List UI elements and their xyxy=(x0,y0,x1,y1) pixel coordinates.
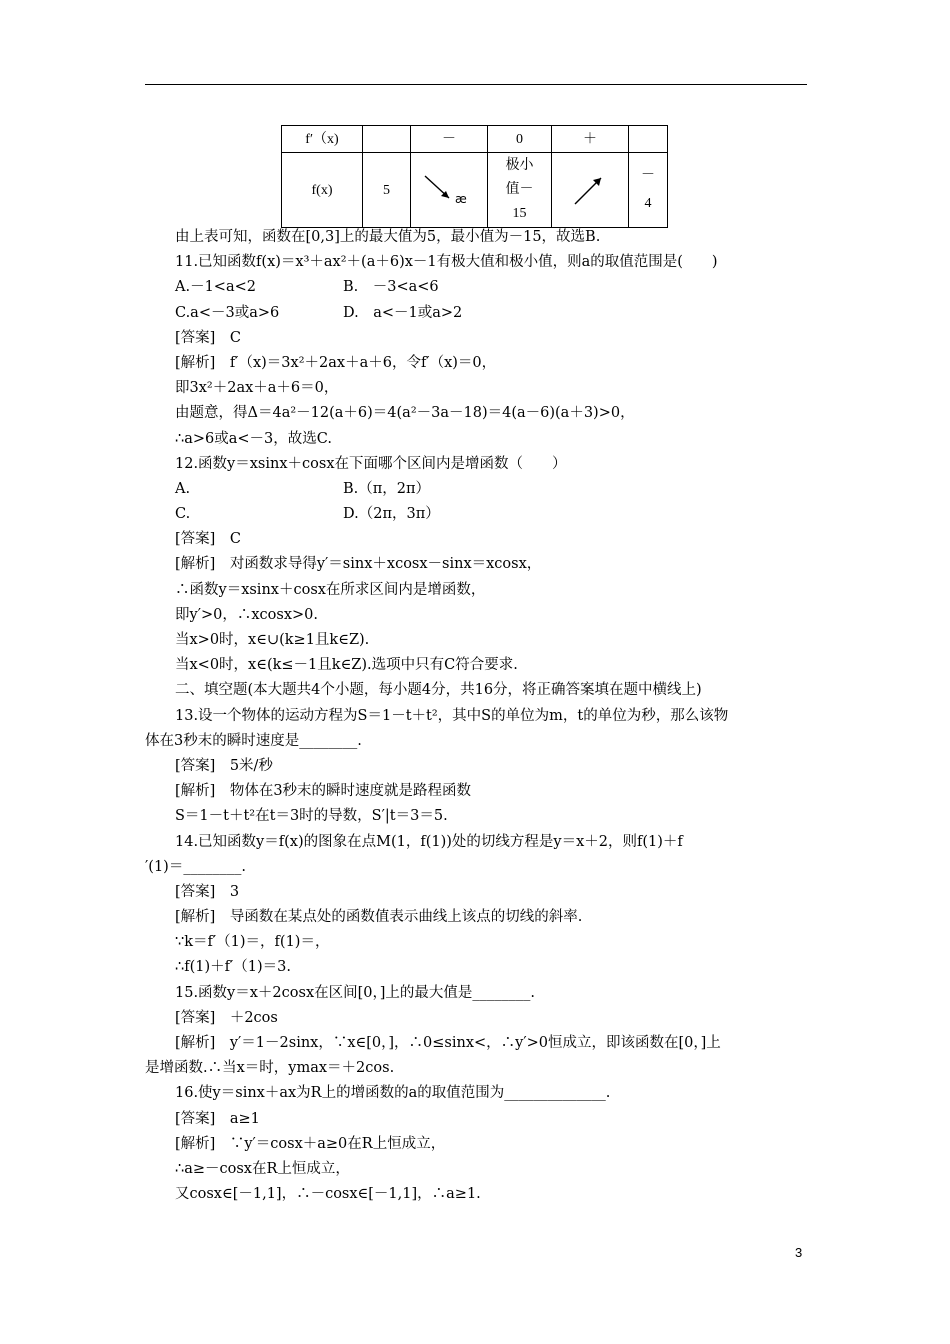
choice-c: C.a<－3或a>6 xyxy=(175,304,280,321)
table-cell: f(x) xyxy=(282,153,363,228)
table-cell xyxy=(629,153,668,228)
choice-d: D. a<－1或a>2 xyxy=(343,304,463,321)
table-cell: f′（x) xyxy=(282,126,363,153)
analysis-line: [解析] ∵y′＝cosx＋a≥0在R上恒成立， xyxy=(175,1135,446,1152)
question-11: 11.已知函数f(x)＝x³＋ax²＋(a＋6)x－1有极大值和极小值，则a的取值范围是( ) xyxy=(175,254,718,271)
answer-line: [答案] C xyxy=(175,329,241,346)
text-line: 由题意，得Δ＝4a²－12(a＋6)＝4(a²－3a－18)＝4(a－6)(a＋3)>0， xyxy=(175,405,635,422)
arrow-label: æ xyxy=(455,192,467,206)
section-heading: 二、填空题(本大题共4个小题，每小题4分，共16分，将正确答案填在题中横线上) xyxy=(175,682,702,699)
table-row xyxy=(282,126,668,153)
min-label-line: 15 xyxy=(512,206,527,221)
answer-line: [答案] a≥1 xyxy=(175,1110,260,1127)
analysis-line: [解析] 物体在3秒末的瞬时速度就是路程函数 xyxy=(175,783,472,800)
table-cell xyxy=(363,126,411,153)
answer-line: [答案] C xyxy=(175,531,241,548)
min-label-line: 极小 xyxy=(505,158,534,173)
text-line: ∵k＝f′（1)＝，f(1)＝， xyxy=(175,934,330,951)
choice-row xyxy=(145,275,817,300)
text-line: 即3x²＋2ax＋a＋6＝0， xyxy=(175,380,339,397)
answer-line: [答案] ＋2cos xyxy=(175,1009,278,1026)
answer-line: [答案] 5米/秒 xyxy=(175,757,273,774)
choice-d: D.（2π，3π） xyxy=(343,506,440,523)
answer-line: [答案] 3 xyxy=(175,883,240,900)
choice-b: B. －3<a<6 xyxy=(343,279,439,296)
choice-row xyxy=(145,502,817,527)
analysis-line: [解析] f′（x)＝3x²＋2ax＋a＋6，令f′（x)＝0， xyxy=(175,354,497,371)
text-line: 又cosx∈[－1,1]，∴－cosx∈[－1,1]，∴a≥1. xyxy=(175,1186,481,1203)
analysis-line: [解析] 对函数求导得y′＝sinx＋xcosx－sinx＝xcosx， xyxy=(175,556,542,573)
analysis-line: [解析] 导函数在某点处的函数值表示曲线上该点的切线的斜率. xyxy=(175,909,583,926)
text-line: ′(1)＝________. xyxy=(145,858,246,875)
choice-b: B.（π，2π） xyxy=(343,480,431,497)
question-12: 12.函数y＝xsinx＋cosx在下面哪个区间内是增函数（ ） xyxy=(175,455,567,472)
end-value-line: － xyxy=(641,168,655,183)
text-line: ∴a≥－cosx在R上恒成立， xyxy=(175,1160,350,1177)
question-13: 13.设一个物体的运动方程为S＝1－t＋t²，其中S的单位为m，t的单位为秒，那么该物 xyxy=(175,707,729,724)
table-cell xyxy=(629,126,668,153)
text-line: 体在3秒末的瞬时速度是________. xyxy=(145,732,362,749)
choice-a: A. xyxy=(175,480,191,497)
text-line: 由上表可知，函数在[0,3]上的最大值为5，最小值为－15，故选B. xyxy=(175,229,601,245)
table-cell: 5 xyxy=(363,153,411,228)
choice-c: C. xyxy=(175,506,191,523)
table-cell xyxy=(552,153,629,228)
text-line: ∴f(1)＋f′（1)＝3. xyxy=(175,959,292,976)
choice-row xyxy=(145,477,817,502)
question-15: 15.函数y＝x＋2cosx在区间[0，]上的最大值是________. xyxy=(175,984,536,1001)
text-line: ∴a>6或a<－3，故选C. xyxy=(175,430,332,447)
end-value-line: 4 xyxy=(644,196,652,211)
text-line: 当x>0时，x∈∪(k≥1且k∈Z). xyxy=(175,632,370,648)
table-cell: 0 xyxy=(488,126,552,153)
page-number: 3 xyxy=(795,1245,803,1260)
text-line: S＝1－t＋t²在t＝3时的导数，S′|t＝3＝5. xyxy=(175,808,448,825)
choice-row xyxy=(145,301,817,326)
arrow-up-right-icon xyxy=(565,170,615,210)
table-cell xyxy=(411,153,488,228)
text-line: 当x<0时，x∈(k≤－1且k∈Z).选项中只有C符合要求. xyxy=(175,657,518,674)
choice-a: A.－1<a<2 xyxy=(175,279,256,296)
document-body xyxy=(145,225,817,1207)
question-16: 16.使y＝sinx＋ax为R上的增函数的a的取值范围为______________. xyxy=(175,1085,611,1102)
min-label-line: 值－ xyxy=(505,182,534,197)
table-cell: ＋ xyxy=(552,126,629,153)
table-cell: － xyxy=(411,126,488,153)
question-14: 14.已知函数y＝f(x)的图象在点M(1，f(1))处的切线方程是y＝x＋2，则f(1)＋f xyxy=(175,833,683,850)
text-line: ∴函数y＝xsinx＋cosx在所求区间内是增函数， xyxy=(175,581,486,598)
header-rule xyxy=(145,84,807,85)
table-row xyxy=(282,153,668,228)
arrow-down-right-icon xyxy=(419,170,479,210)
text-line: 即y′>0，∴xcosx>0. xyxy=(175,606,318,623)
variation-table xyxy=(281,125,668,228)
text-line: 是增函数.∴当x＝时，ymax＝＋2cos. xyxy=(145,1060,395,1077)
analysis-line: [解析] y′＝1－2sinx，∵x∈[0，]，∴0≤sinx<，∴y′>0恒成立，即该函数在[0，]上 xyxy=(175,1035,721,1051)
table-cell xyxy=(488,153,552,228)
